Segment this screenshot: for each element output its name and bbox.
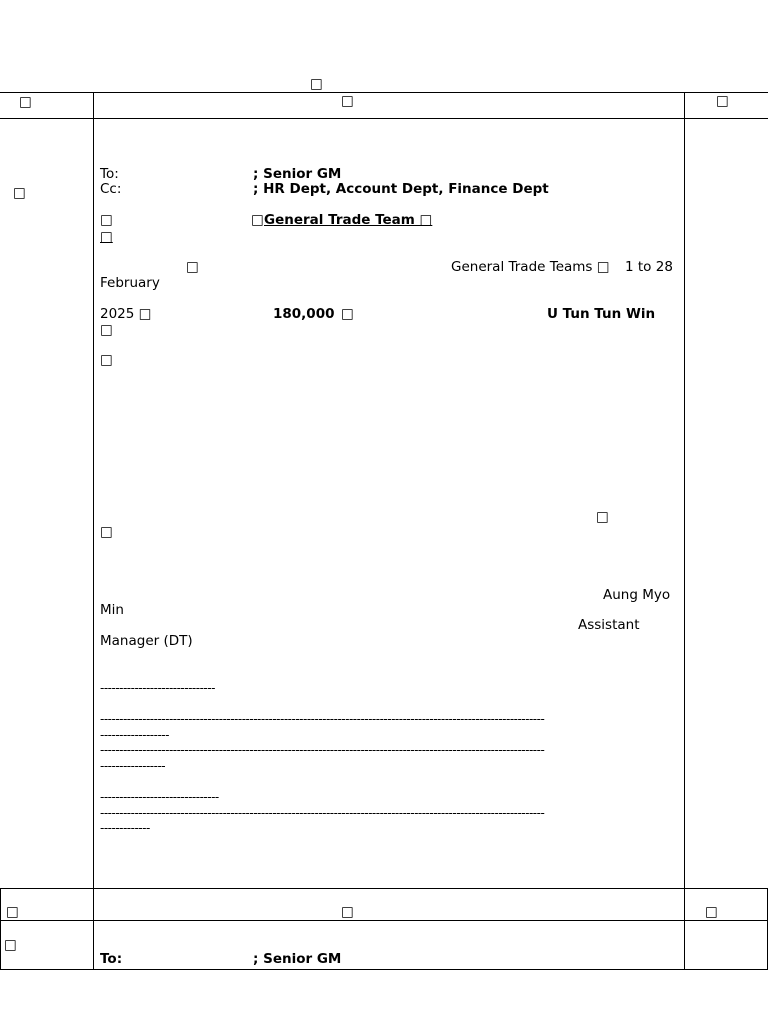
column-divider-left bbox=[93, 92, 94, 970]
signature-line-1: □ bbox=[596, 509, 609, 525]
signer-name-1: Aung Myo bbox=[603, 587, 671, 603]
dashed-line: ------------------------------ bbox=[100, 681, 215, 695]
dashed-line: -------------------------------------------------------------------------------------------------------------------- bbox=[100, 712, 545, 726]
header-2-col-subject: □ bbox=[341, 904, 354, 920]
header-col-subject: □ bbox=[341, 93, 354, 109]
cc-label: Cc: bbox=[100, 181, 122, 197]
reference-number: □ bbox=[13, 185, 26, 201]
to-value-2: ; Senior GM bbox=[253, 951, 342, 967]
header-col-remark: □ bbox=[716, 93, 729, 109]
column-divider-right bbox=[684, 92, 685, 970]
paragraph-2-name: U Tun Tun Win bbox=[547, 306, 656, 322]
table-2-header-bottom-border bbox=[0, 920, 768, 921]
subject-team: General Trade Team □ bbox=[264, 212, 433, 228]
dashed-line: ------------- bbox=[100, 821, 150, 835]
signer-title-1: Assistant bbox=[578, 617, 640, 633]
dashed-line: -------------------------------------------------------------------------------------------------------------------- bbox=[100, 806, 545, 820]
header-2-col-remark: □ bbox=[705, 904, 718, 920]
table-2-left-border bbox=[0, 888, 1, 970]
dashed-line: ------------------ bbox=[100, 728, 169, 742]
signer-title-2: Manager (DT) bbox=[100, 633, 193, 649]
closing-text: □ bbox=[100, 352, 113, 368]
subject-prefix: □ bbox=[100, 212, 113, 228]
header-col-date: □ bbox=[19, 94, 32, 110]
to-value: ; Senior GM bbox=[253, 166, 342, 182]
dashed-line: ----------------- bbox=[100, 759, 166, 773]
dashed-line: -------------------------------------------------------------------------------------------------------------------- bbox=[100, 743, 545, 757]
paragraph-1-range: 1 to 28 bbox=[625, 259, 673, 275]
subject-separator: □ bbox=[251, 212, 264, 228]
header-bottom-border bbox=[0, 118, 768, 119]
table-2-top-border bbox=[0, 888, 768, 889]
paragraph-2-amount: 180,000 bbox=[273, 306, 335, 322]
to-label-2: To: bbox=[100, 951, 123, 967]
subject-line-2: □ bbox=[100, 229, 113, 245]
header-2-col-date: □ bbox=[6, 904, 19, 920]
paragraph-1-line-2: February bbox=[100, 275, 160, 291]
table-top-border bbox=[0, 92, 768, 93]
paragraph-2-line-2: □ bbox=[100, 322, 113, 338]
paragraph-2-start: 2025 □ bbox=[100, 306, 152, 322]
cc-value: ; HR Dept, Account Dept, Finance Dept bbox=[253, 181, 549, 197]
table-2-bottom-border bbox=[0, 969, 768, 970]
signer-name-2: Min bbox=[100, 602, 124, 618]
paragraph-2-mid: □ bbox=[341, 306, 354, 322]
document-title: □ bbox=[310, 76, 323, 92]
paragraph-1-team: General Trade Teams □ bbox=[451, 259, 610, 275]
reference-number-2: □ bbox=[4, 937, 17, 953]
dashed-line: ------------------------------- bbox=[100, 790, 219, 804]
to-label: To: bbox=[100, 166, 119, 182]
paragraph-1-prefix: □ bbox=[186, 259, 199, 275]
signature-line-2: □ bbox=[100, 524, 113, 540]
